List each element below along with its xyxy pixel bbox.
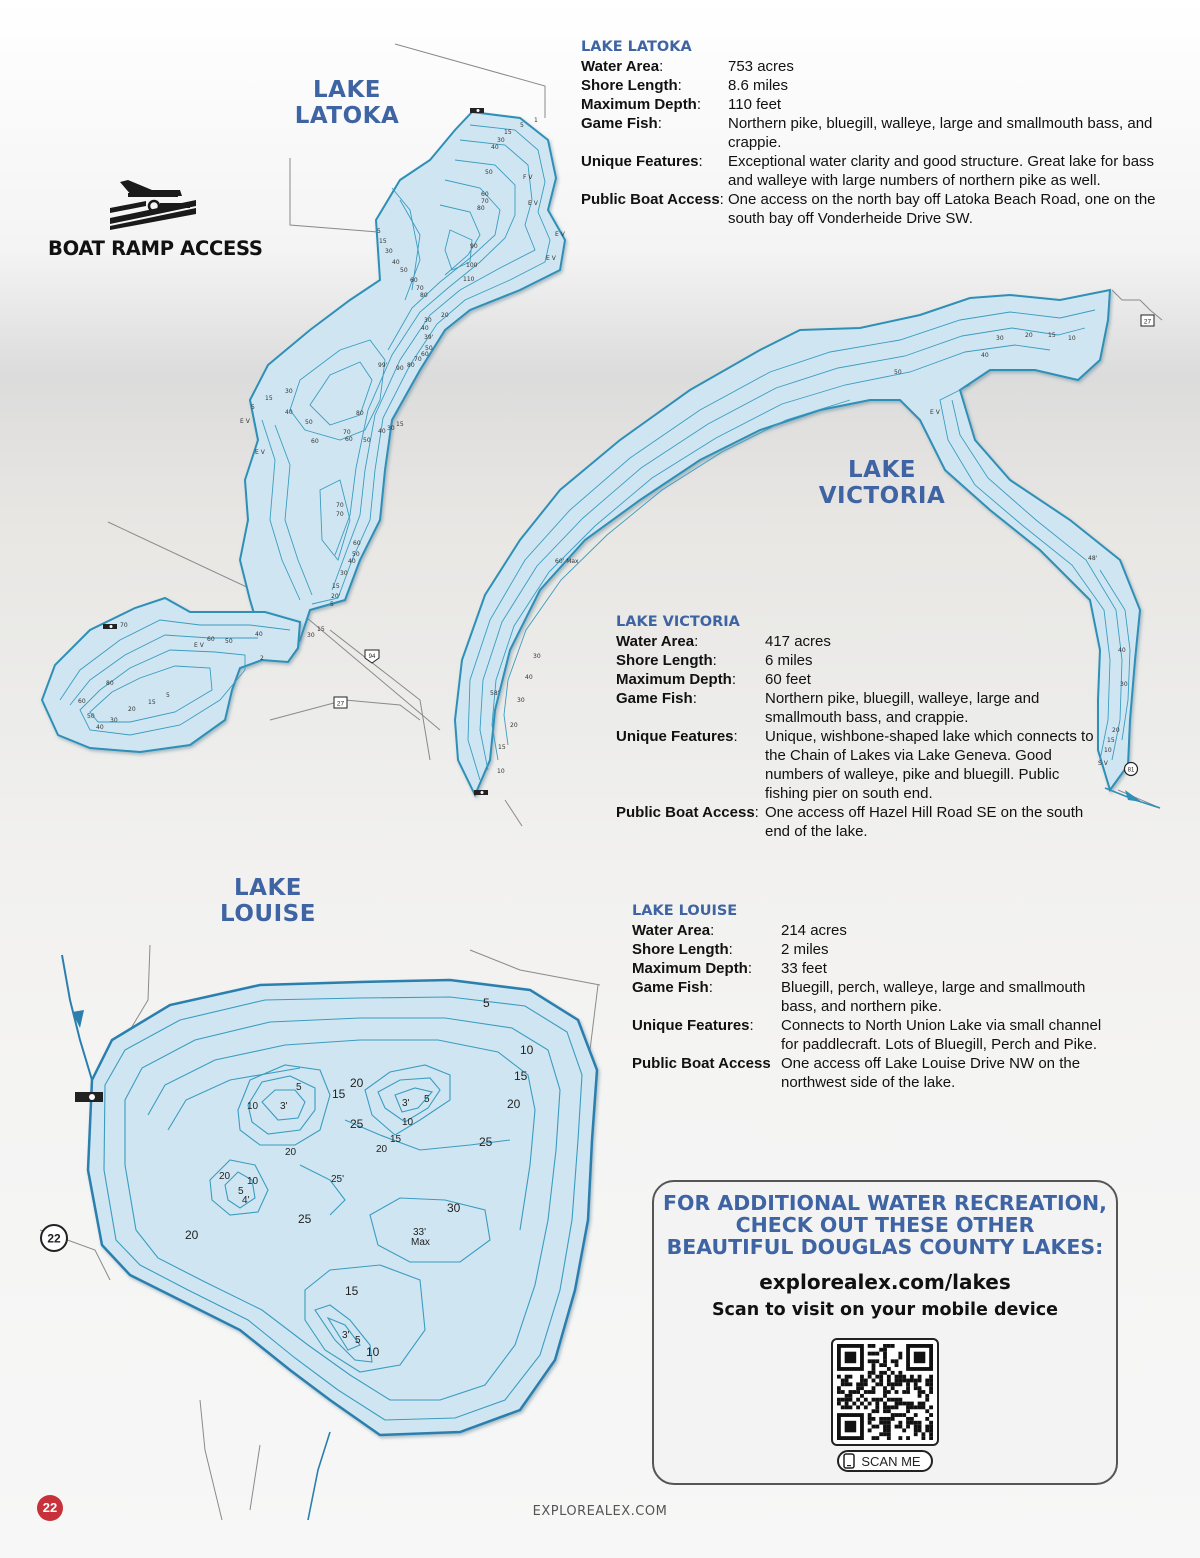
svg-text:30: 30 — [340, 570, 348, 577]
svg-text:10: 10 — [497, 768, 505, 775]
info-row-label — [632, 959, 781, 978]
info-row-separator: : — [694, 633, 699, 650]
svg-text:E V: E V — [930, 409, 940, 416]
svg-text:25: 25 — [479, 1135, 493, 1149]
page-number: 22 — [37, 1495, 63, 1521]
info-row-separator: : — [731, 671, 737, 688]
info-row-value: Connects to North Union Lake via small channel for paddlecraft. Lots of Bluegill, Perch and Pike. — [781, 1017, 1102, 1053]
svg-text:48': 48' — [1088, 555, 1098, 562]
svg-text:60: 60 — [78, 698, 86, 705]
svg-text:60: 60 — [353, 540, 361, 547]
info-row-value: 214 acres — [781, 922, 847, 939]
info-row — [616, 803, 1096, 841]
info-row-label — [616, 803, 765, 841]
svg-text:60: 60 — [481, 191, 489, 198]
svg-text:50: 50 — [305, 419, 313, 426]
svg-text:90: 90 — [396, 365, 404, 372]
info-row-label — [632, 921, 781, 940]
svg-text:30: 30 — [533, 653, 541, 660]
svg-text:20: 20 — [185, 1228, 199, 1242]
title-line: LAKE — [234, 875, 302, 901]
svg-text:15: 15 — [498, 744, 506, 751]
info-row-label — [632, 1054, 781, 1092]
info-row-label-text: Game Fish — [581, 115, 658, 132]
info-row — [616, 632, 1096, 651]
info-row — [581, 152, 1161, 190]
svg-text:25': 25' — [331, 1174, 345, 1185]
info-row-label-text: Public Boat Access — [581, 191, 720, 208]
info-row-separator: : — [698, 153, 703, 170]
svg-text:F V: F V — [523, 174, 533, 181]
svg-text:30: 30 — [387, 425, 395, 432]
info-row-value: One access off Hazel Hill Road SE on the south end of the lake. — [765, 804, 1084, 840]
info-row-separator: : — [692, 690, 697, 707]
svg-text:10: 10 — [1104, 747, 1112, 754]
info-row — [632, 921, 1112, 940]
svg-text:60: 60 — [345, 436, 353, 443]
svg-text:20: 20 — [350, 1076, 364, 1090]
svg-text:70: 70 — [120, 622, 128, 629]
svg-text:E V: E V — [528, 200, 538, 207]
svg-text:40: 40 — [421, 325, 429, 332]
info-row — [581, 57, 1161, 76]
info-row-label-text: Water Area — [632, 922, 711, 939]
svg-text:90: 90 — [470, 243, 478, 250]
svg-text:30: 30 — [110, 717, 118, 724]
boat-ramp-legend-label: BOAT RAMP ACCESS — [48, 237, 263, 260]
info-row-label-text: Game Fish — [632, 979, 709, 996]
svg-text:10: 10 — [402, 1117, 414, 1128]
svg-text:40: 40 — [981, 352, 989, 359]
title-line: LATOKA — [294, 103, 400, 129]
info-row-value: 60 feet — [765, 671, 811, 688]
svg-text:70: 70 — [416, 285, 424, 292]
svg-text:15: 15 — [148, 699, 156, 706]
svg-text:10: 10 — [1068, 335, 1076, 342]
svg-text:1: 1 — [534, 117, 538, 124]
svg-text:40: 40 — [1118, 647, 1126, 654]
info-row-separator: : — [749, 1017, 754, 1034]
info-row-value: 33 feet — [781, 960, 827, 977]
ramp-marker-latoka-south — [103, 624, 117, 629]
svg-text:40: 40 — [491, 144, 499, 151]
hwy-27-shield-latoka — [334, 697, 347, 708]
svg-text:5: 5 — [520, 122, 524, 129]
svg-text:50: 50 — [352, 551, 360, 558]
info-row-label — [616, 670, 765, 689]
svg-text:80: 80 — [477, 205, 485, 212]
lake-latoka-title — [290, 77, 404, 129]
promo-heading-line: BEAUTIFUL DOUGLAS COUNTY LAKES: — [666, 1235, 1104, 1259]
svg-text:50: 50 — [87, 713, 95, 720]
lake-latoka-info-name: LAKE LATOKA — [581, 39, 692, 55]
lake-victoria-info-name: LAKE VICTORIA — [616, 614, 740, 630]
hwy-27-shield-victoria — [1141, 315, 1154, 326]
svg-text:100: 100 — [466, 262, 478, 269]
info-row-separator: : — [728, 941, 733, 958]
info-row-separator: : — [733, 728, 738, 745]
svg-text:10: 10 — [247, 1176, 259, 1187]
svg-text:3': 3' — [280, 1101, 288, 1112]
svg-text:30: 30 — [285, 388, 293, 395]
hwy-81-marker — [1125, 763, 1138, 776]
svg-text:15: 15 — [332, 583, 340, 590]
title-line: LOUISE — [220, 901, 316, 927]
svg-text:5: 5 — [483, 996, 490, 1010]
title-line: LAKE — [313, 77, 381, 103]
svg-text:70: 70 — [414, 356, 422, 363]
svg-text:15: 15 — [1048, 332, 1056, 339]
svg-text:4': 4' — [242, 1195, 250, 1206]
svg-text:22: 22 — [47, 1231, 61, 1246]
promo-heading-line: FOR ADDITIONAL WATER RECREATION, — [663, 1191, 1107, 1215]
svg-text:70: 70 — [481, 198, 489, 205]
svg-text:50: 50 — [894, 369, 902, 376]
svg-text:80: 80 — [420, 292, 428, 299]
info-row-label-text: Maximum Depth — [616, 671, 732, 688]
info-row-label-text: Maximum Depth — [632, 960, 748, 977]
info-row — [616, 689, 1096, 727]
svg-text:5: 5 — [251, 404, 255, 411]
info-row-label — [632, 940, 781, 959]
svg-text:5: 5 — [238, 1186, 244, 1197]
info-row-separator: : — [657, 115, 662, 132]
svg-text:E V: E V — [194, 642, 204, 649]
info-row-label-text: Unique Features — [581, 153, 699, 170]
info-row-value: 8.6 miles — [728, 77, 789, 94]
info-row-label — [616, 651, 765, 670]
promo-heading — [654, 1192, 1116, 1258]
svg-text:E V: E V — [240, 418, 250, 425]
svg-text:40: 40 — [96, 724, 104, 731]
info-row-separator: : — [708, 979, 713, 996]
svg-text:20: 20 — [219, 1171, 231, 1182]
info-row-label — [581, 152, 728, 190]
lake-victoria-title — [812, 457, 952, 509]
svg-text:30: 30 — [447, 1201, 461, 1215]
info-row-label — [616, 689, 765, 727]
svg-text:Max: Max — [411, 1237, 430, 1248]
svg-text:20: 20 — [128, 706, 136, 713]
info-row — [581, 76, 1161, 95]
svg-text:5: 5 — [355, 1335, 361, 1346]
ramp-marker-victoria — [474, 790, 488, 795]
info-row-label — [581, 114, 728, 152]
lake-latoka-info — [581, 38, 1161, 228]
info-row — [616, 651, 1096, 670]
info-row-label-text: Shore Length — [616, 652, 713, 669]
svg-text:30: 30 — [517, 697, 525, 704]
svg-text:20': 20' — [331, 593, 341, 600]
svg-text:33': 33' — [413, 1227, 427, 1238]
info-row-label-text: Public Boat Access — [616, 804, 755, 821]
svg-text:30: 30 — [1120, 681, 1128, 688]
us-94-shield — [365, 650, 379, 663]
scan-me-label: SCAN ME — [861, 1453, 921, 1469]
info-row-value: One access on the north bay off Latoka Beach Road, one on the south bay off Vonderheide Drive SW. — [728, 191, 1156, 227]
info-row — [632, 1054, 1112, 1092]
footer-site-url: EXPLOREALEX.COM — [532, 1504, 668, 1519]
info-row — [616, 670, 1096, 689]
lake-louise-info — [632, 902, 1112, 1092]
svg-text:40: 40 — [392, 259, 400, 266]
info-row-separator: : — [712, 652, 717, 669]
svg-text:5: 5 — [330, 601, 334, 608]
svg-text:5: 5 — [424, 1094, 430, 1105]
svg-text:25: 25 — [350, 1117, 364, 1131]
svg-text:58': 58' — [490, 690, 500, 697]
info-row-label-text: Shore Length — [632, 941, 729, 958]
info-row — [632, 940, 1112, 959]
lake-louise-info-name: LAKE LOUISE — [632, 903, 738, 919]
info-row-label-text: Unique Features — [632, 1017, 750, 1034]
info-row — [632, 978, 1112, 1016]
svg-text:S V: S V — [1098, 760, 1108, 767]
svg-text:60: 60 — [207, 636, 215, 643]
svg-text:27: 27 — [1143, 318, 1152, 326]
info-row-value: Northern pike, bluegill, walleye, large and smallmouth bass, and crappie. — [765, 690, 1040, 726]
svg-text:15: 15 — [265, 395, 273, 402]
svg-text:15: 15 — [390, 1134, 402, 1145]
svg-text:70: 70 — [343, 429, 351, 436]
info-row-separator: : — [719, 191, 724, 208]
title-line: VICTORIA — [818, 483, 946, 509]
svg-text:50: 50 — [485, 169, 493, 176]
promo-url-link[interactable]: explorealex.com/lakes — [759, 1270, 1011, 1294]
info-row-value: One access off Lake Louise Drive NW on the northwest side of the lake. — [781, 1055, 1081, 1091]
info-row — [632, 1016, 1112, 1054]
svg-text:10: 10 — [520, 1043, 534, 1057]
hwy-22-marker — [41, 1225, 67, 1251]
svg-text:15: 15 — [345, 1284, 359, 1298]
svg-text:15: 15 — [504, 129, 512, 136]
svg-text:20: 20 — [1112, 727, 1120, 734]
boat-ramp-icon — [108, 178, 198, 230]
info-row-label — [616, 727, 765, 803]
info-row-value: Northern pike, bluegill, walleye, large and smallmouth bass, and crappie. — [728, 115, 1153, 151]
info-row-separator: : — [659, 58, 664, 75]
svg-text:E V: E V — [555, 231, 565, 238]
svg-text:40: 40 — [525, 674, 533, 681]
info-row-label — [616, 632, 765, 651]
info-row-separator: : — [696, 96, 702, 113]
info-row-label-text: Unique Features — [616, 728, 734, 745]
svg-text:20: 20 — [376, 1144, 388, 1155]
info-row-value: 110 feet — [728, 96, 782, 113]
svg-text:80: 80 — [106, 680, 114, 687]
info-row-value: Exceptional water clarity and good structure. Great lake for bass and walleye with large numbers of northern pike as well. — [728, 153, 1155, 189]
info-row-value: 6 miles — [765, 652, 813, 669]
svg-text:60' Max: 60' Max — [555, 558, 579, 565]
svg-text:20: 20 — [1025, 332, 1033, 339]
svg-text:40: 40 — [255, 631, 263, 638]
info-row-separator: : — [677, 77, 682, 94]
info-row-label — [632, 978, 781, 1016]
svg-text:15: 15 — [379, 238, 387, 245]
svg-text:30: 30 — [996, 335, 1004, 342]
info-row-label-text: Game Fish — [616, 690, 693, 707]
title-line: LAKE — [848, 457, 916, 483]
svg-text:99': 99' — [378, 362, 388, 369]
svg-text:81: 81 — [1127, 767, 1135, 774]
svg-text:40: 40 — [285, 409, 293, 416]
svg-text:5: 5 — [296, 1082, 302, 1093]
svg-text:40: 40 — [348, 558, 356, 565]
svg-text:15: 15 — [514, 1069, 528, 1083]
ramp-marker-louise — [75, 1092, 103, 1102]
info-row — [581, 95, 1161, 114]
svg-text:15: 15 — [1107, 737, 1115, 744]
svg-text:20: 20 — [441, 312, 449, 319]
ramp-marker-latoka-north — [470, 108, 484, 113]
svg-text:70: 70 — [336, 502, 344, 509]
svg-text:5: 5 — [377, 228, 381, 235]
promo-scan-text: Scan to visit on your mobile device — [711, 1300, 1059, 1320]
info-row-label-text: Water Area — [581, 58, 660, 75]
lake-louise-title — [212, 875, 324, 927]
info-row-value: Unique, wishbone-shaped lake which connects to the Chain of Lakes via Lake Geneva. Good numbers of walleye, pike and bluegill. Public fishing pier on south end. — [765, 728, 1094, 802]
qr-code[interactable] — [831, 1338, 939, 1446]
info-row-separator: : — [754, 804, 759, 821]
svg-text:60: 60 — [421, 351, 429, 358]
info-row-label — [632, 1016, 781, 1054]
info-row — [581, 114, 1161, 152]
svg-text:15: 15 — [332, 1087, 346, 1101]
info-row-value: 2 miles — [781, 941, 829, 958]
svg-text:50: 50 — [225, 638, 233, 645]
info-row-label-text: Maximum Depth — [581, 96, 697, 113]
svg-text:10: 10 — [247, 1101, 259, 1112]
info-row-label-text: Water Area — [616, 633, 695, 650]
scan-me-badge — [837, 1450, 932, 1472]
info-row-value: Bluegill, perch, walleye, large and smallmouth bass, and northern pike. — [781, 979, 1086, 1015]
svg-text:10: 10 — [366, 1345, 380, 1359]
boat-ramp-legend — [48, 178, 263, 260]
svg-text:40: 40 — [378, 428, 386, 435]
svg-text:E V: E V — [255, 449, 265, 456]
svg-text:80: 80 — [356, 410, 364, 417]
svg-text:27: 27 — [336, 700, 345, 708]
info-row-value: 753 acres — [728, 58, 794, 75]
svg-text:50: 50 — [425, 345, 433, 352]
info-row-label — [581, 57, 728, 76]
info-row-value: 417 acres — [765, 633, 831, 650]
svg-text:E V: E V — [546, 255, 556, 262]
lake-victoria-info — [616, 613, 1096, 841]
svg-text:20: 20 — [510, 722, 518, 729]
svg-text:20: 20 — [507, 1097, 521, 1111]
svg-text:60: 60 — [410, 277, 418, 284]
svg-text:50: 50 — [363, 437, 371, 444]
svg-text:3': 3' — [342, 1330, 350, 1341]
info-row-label — [581, 95, 728, 114]
svg-text:25: 25 — [298, 1212, 312, 1226]
other-lakes-promo-box — [652, 1180, 1118, 1485]
svg-text:30: 30 — [497, 137, 505, 144]
svg-text:70: 70 — [336, 511, 344, 518]
svg-text:94: 94 — [368, 654, 376, 660]
promo-heading-line: CHECK OUT THESE OTHER — [735, 1213, 1035, 1237]
svg-text:39': 39' — [424, 334, 434, 341]
info-row-separator: : — [710, 922, 715, 939]
info-row-separator: : — [747, 960, 753, 977]
svg-text:80: 80 — [407, 362, 415, 369]
info-row-label-text: Public Boat Access — [632, 1055, 771, 1072]
svg-text:30: 30 — [424, 317, 432, 324]
info-row — [616, 727, 1096, 803]
svg-text:2: 2 — [260, 655, 264, 662]
svg-text:15: 15 — [317, 626, 325, 633]
svg-text:3': 3' — [402, 1098, 410, 1109]
info-row-label-text: Shore Length — [581, 77, 678, 94]
lake-louise-map — [62, 955, 597, 1520]
info-row-label — [581, 76, 728, 95]
phone-icon — [843, 1453, 855, 1469]
svg-text:60: 60 — [311, 438, 319, 445]
svg-text:110: 110 — [463, 276, 475, 283]
qr-code-image — [837, 1344, 933, 1440]
svg-text:15: 15 — [396, 421, 404, 428]
info-row — [581, 190, 1161, 228]
svg-text:50: 50 — [400, 267, 408, 274]
info-row — [632, 959, 1112, 978]
svg-text:20: 20 — [285, 1147, 297, 1158]
svg-text:30: 30 — [307, 632, 315, 639]
svg-text:30: 30 — [385, 248, 393, 255]
svg-text:5: 5 — [166, 692, 170, 699]
info-row-label — [581, 190, 728, 228]
